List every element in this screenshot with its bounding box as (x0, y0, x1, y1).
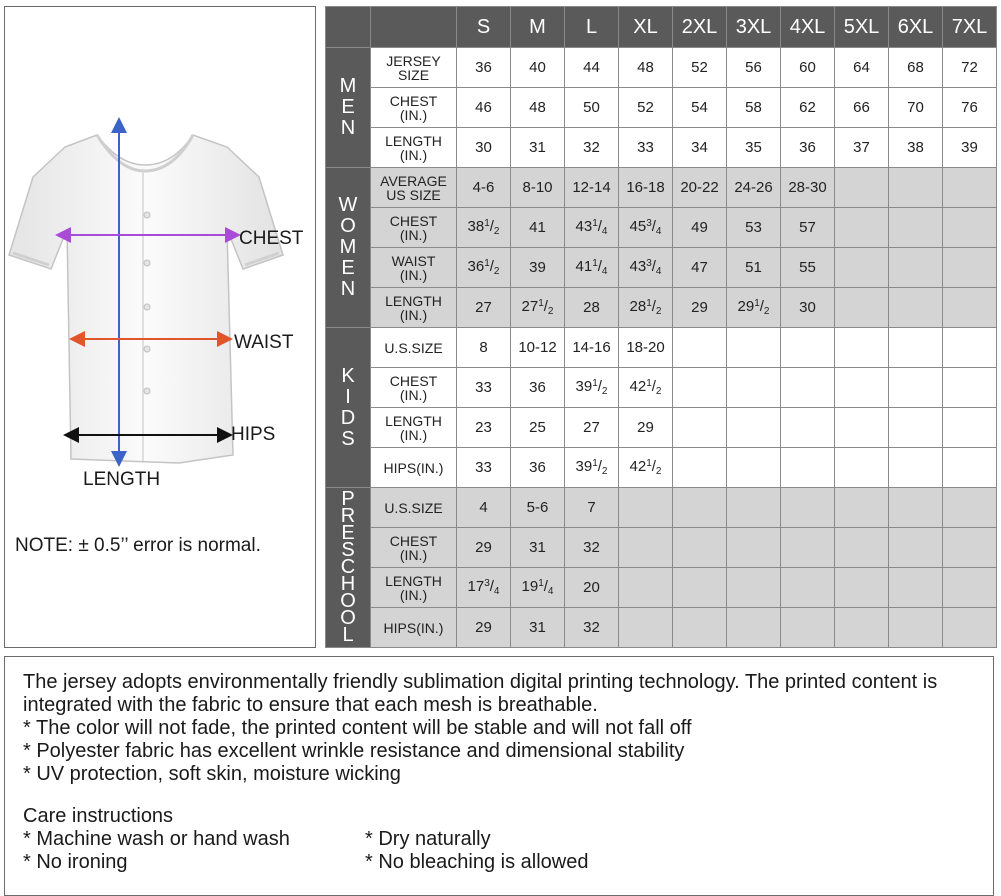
size-cell (835, 328, 889, 368)
row-label (371, 208, 457, 248)
size-cell: $39^1/_2$ (565, 368, 619, 408)
row-label-line: (IN.) (399, 586, 428, 603)
size-cell: 76 (943, 88, 997, 128)
feature-item: * UV protection, soft skin, moisture wicking (23, 763, 401, 785)
size-cell: $19^1/_4$ (511, 568, 565, 608)
group-letter: S (341, 427, 355, 450)
group-label-kids (326, 328, 371, 488)
row-label-line: (IN.) (399, 146, 428, 163)
group-letter: I (345, 385, 351, 408)
size-cell (943, 408, 997, 448)
size-cell: 49 (673, 208, 727, 248)
row-label-line: CHEST (389, 212, 438, 229)
group-letter: C (340, 556, 356, 578)
feature-item: * Polyester fabric has excellent wrinkle resistance and dimensional stability (23, 740, 685, 762)
size-cell: 30 (781, 288, 835, 328)
size-cell: 10-12 (511, 328, 565, 368)
group-label-women (326, 168, 371, 328)
table-row (326, 88, 997, 128)
size-cell: 36 (457, 48, 511, 88)
group-letter: L (342, 624, 354, 646)
size-cell (889, 168, 943, 208)
size-cell (835, 408, 889, 448)
group-letter: O (340, 607, 356, 629)
size-header-7xl: 7XL (943, 7, 997, 48)
size-cell: 50 (565, 88, 619, 128)
size-cell: 20-22 (673, 168, 727, 208)
table-row (326, 608, 997, 648)
size-cell: 8 (457, 328, 511, 368)
size-cell (835, 488, 889, 528)
size-header-m: M (511, 7, 565, 48)
size-cell (889, 288, 943, 328)
size-cell: 48 (619, 48, 673, 88)
size-cell (727, 528, 781, 568)
size-cell: 36 (781, 128, 835, 168)
size-cell: 70 (889, 88, 943, 128)
size-cell (889, 208, 943, 248)
size-cell (781, 448, 835, 488)
size-cell (943, 288, 997, 328)
product-description (4, 656, 994, 896)
size-cell (889, 368, 943, 408)
group-letter: N (340, 278, 356, 300)
size-cell: 38 (889, 128, 943, 168)
size-cell (673, 448, 727, 488)
size-cell: 4-6 (457, 168, 511, 208)
row-label-line: (IN.) (399, 426, 428, 443)
jersey-diagram-panel (4, 6, 316, 648)
row-label (371, 408, 457, 448)
size-cell: $42^1/_2$ (619, 368, 673, 408)
size-cell: 24-26 (727, 168, 781, 208)
size-cell (835, 208, 889, 248)
size-cell (727, 368, 781, 408)
care-item: * Machine wash or hand wash (23, 828, 290, 850)
row-label (371, 288, 457, 328)
row-label-line: SIZE (397, 66, 430, 83)
description-intro: The jersey adopts environmentally friendly sublimation digital printing technology. The printed content is integrated with the fabric to ensure that each mesh is breathable. (23, 671, 938, 716)
care-item: * No ironing (23, 851, 128, 873)
size-cell: 25 (511, 408, 565, 448)
row-label (371, 568, 457, 608)
size-chart-table (325, 6, 997, 648)
size-header-5xl: 5XL (835, 7, 889, 48)
care-title: Care instructions (23, 805, 174, 827)
size-cell (619, 608, 673, 648)
size-cell (673, 528, 727, 568)
size-cell (781, 488, 835, 528)
size-cell: 37 (835, 128, 889, 168)
group-letter: E (341, 257, 355, 279)
row-label-line: CHEST (389, 372, 438, 389)
size-cell (889, 568, 943, 608)
table-row (326, 368, 997, 408)
row-label-line: (IN.) (399, 386, 428, 403)
size-cell: $29^1/_2$ (727, 288, 781, 328)
size-cell (835, 368, 889, 408)
size-header-4xl: 4XL (781, 7, 835, 48)
table-row (326, 328, 997, 368)
size-cell: 66 (835, 88, 889, 128)
row-label (371, 128, 457, 168)
size-cell (943, 488, 997, 528)
table-row (326, 168, 997, 208)
group-letter: N (340, 117, 356, 139)
size-cell: 31 (511, 128, 565, 168)
size-cell (619, 568, 673, 608)
size-cell: $39^1/_2$ (565, 448, 619, 488)
group-letter: K (341, 364, 355, 387)
table-row (326, 408, 997, 448)
care-instructions (23, 805, 665, 874)
size-header-row (326, 7, 997, 48)
row-label (371, 488, 457, 528)
chest-label: CHEST (239, 228, 304, 249)
size-cell: 47 (673, 248, 727, 288)
size-cell: 16-18 (619, 168, 673, 208)
size-cell (727, 328, 781, 368)
size-cell (673, 368, 727, 408)
waist-label: WAIST (234, 332, 294, 353)
group-letter: E (341, 96, 355, 118)
size-cell (943, 328, 997, 368)
group-letter: E (341, 522, 355, 544)
table-row (326, 488, 997, 528)
jersey-illustration (5, 7, 317, 527)
table-row (326, 528, 997, 568)
size-cell (727, 608, 781, 648)
size-header-l: L (565, 7, 619, 48)
size-cell: $41^1/_4$ (565, 248, 619, 288)
size-cell: 30 (457, 128, 511, 168)
row-label-line: U.S.SIZE (384, 499, 443, 516)
size-cell: 36 (511, 448, 565, 488)
size-cell: 18-20 (619, 328, 673, 368)
header-corner (326, 7, 371, 48)
size-cell: 29 (457, 608, 511, 648)
group-letter: P (341, 488, 355, 510)
row-label (371, 448, 457, 488)
group-letter: M (339, 75, 357, 97)
row-label (371, 528, 457, 568)
table-row (326, 448, 997, 488)
size-cell: 14-16 (565, 328, 619, 368)
size-cell: 51 (727, 248, 781, 288)
size-cell: 55 (781, 248, 835, 288)
group-letter: R (340, 505, 356, 527)
size-cell (781, 568, 835, 608)
size-cell (835, 168, 889, 208)
table-row (326, 568, 997, 608)
size-cell: 40 (511, 48, 565, 88)
size-cell: $45^3/_4$ (619, 208, 673, 248)
size-header-2xl: 2XL (673, 7, 727, 48)
table-row (326, 128, 997, 168)
size-cell (889, 448, 943, 488)
size-cell: 28 (565, 288, 619, 328)
row-label (371, 608, 457, 648)
group-letter: D (340, 406, 356, 429)
size-cell: 62 (781, 88, 835, 128)
size-cell (889, 528, 943, 568)
row-label-line: LENGTH (385, 292, 442, 309)
size-cell: 52 (673, 48, 727, 88)
size-cell: 29 (673, 288, 727, 328)
size-cell: 29 (619, 408, 673, 448)
size-cell: 27 (457, 288, 511, 328)
size-cell (619, 488, 673, 528)
size-cell (673, 408, 727, 448)
size-cell (889, 408, 943, 448)
size-cell: 54 (673, 88, 727, 128)
care-item: * Dry naturally (365, 828, 491, 850)
row-label-line: JERSEY (386, 52, 441, 69)
size-header-6xl: 6XL (889, 7, 943, 48)
size-cell: $36^1/_2$ (457, 248, 511, 288)
row-label-line: (IN.) (399, 306, 428, 323)
size-cell (835, 288, 889, 328)
size-cell (835, 528, 889, 568)
size-cell: 12-14 (565, 168, 619, 208)
size-cell (781, 408, 835, 448)
size-cell: 52 (619, 88, 673, 128)
row-label-line: LENGTH (385, 412, 442, 429)
group-letter: O (340, 590, 356, 612)
row-label (371, 168, 457, 208)
size-cell: $42^1/_2$ (619, 448, 673, 488)
size-cell: $28^1/_2$ (619, 288, 673, 328)
size-cell (673, 568, 727, 608)
size-table-body (326, 48, 997, 648)
group-label-preschool (326, 488, 371, 648)
row-label-line: HIPS(IN.) (383, 619, 444, 636)
size-cell: 20 (565, 568, 619, 608)
size-cell: 32 (565, 128, 619, 168)
size-cell: 23 (457, 408, 511, 448)
row-label-line: U.S.SIZE (384, 339, 443, 356)
size-cell: 31 (511, 608, 565, 648)
size-cell (943, 368, 997, 408)
row-label-line: LENGTH (385, 572, 442, 589)
size-cell: 32 (565, 528, 619, 568)
care-item: * No bleaching is allowed (365, 851, 589, 873)
size-cell: 31 (511, 528, 565, 568)
table-row (326, 208, 997, 248)
size-cell (889, 488, 943, 528)
header-corner (371, 7, 457, 48)
row-label-line: (IN.) (399, 546, 428, 563)
size-cell: 56 (727, 48, 781, 88)
size-cell: 33 (457, 368, 511, 408)
group-letter: H (340, 573, 356, 595)
size-cell: 57 (781, 208, 835, 248)
size-cell: 33 (619, 128, 673, 168)
size-cell (943, 448, 997, 488)
size-cell: 39 (943, 128, 997, 168)
size-cell (781, 328, 835, 368)
size-cell (673, 608, 727, 648)
jersey-shape (9, 135, 283, 463)
size-cell (943, 568, 997, 608)
row-label-line: HIPS(IN.) (383, 459, 444, 476)
size-cell: 58 (727, 88, 781, 128)
size-cell (781, 368, 835, 408)
size-cell (943, 168, 997, 208)
size-cell (619, 528, 673, 568)
group-letter: W (338, 194, 358, 216)
size-cell: 39 (511, 248, 565, 288)
row-label-line: LENGTH (385, 132, 442, 149)
size-cell (889, 328, 943, 368)
size-cell: 60 (781, 48, 835, 88)
size-cell (943, 528, 997, 568)
size-cell: 34 (673, 128, 727, 168)
size-cell: 7 (565, 488, 619, 528)
size-cell: 36 (511, 368, 565, 408)
size-cell (673, 328, 727, 368)
size-cell: 32 (565, 608, 619, 648)
size-cell (835, 568, 889, 608)
size-cell (673, 488, 727, 528)
row-label (371, 88, 457, 128)
size-cell: $43^1/_4$ (565, 208, 619, 248)
size-cell: 33 (457, 448, 511, 488)
row-label (371, 328, 457, 368)
group-letter: M (339, 236, 357, 258)
table-row (326, 48, 997, 88)
size-cell: 53 (727, 208, 781, 248)
group-label-men (326, 48, 371, 168)
size-cell (835, 608, 889, 648)
size-cell (727, 448, 781, 488)
row-label (371, 368, 457, 408)
group-letter: S (341, 539, 355, 561)
row-label (371, 248, 457, 288)
size-cell: 8-10 (511, 168, 565, 208)
size-cell (943, 608, 997, 648)
size-cell: 29 (457, 528, 511, 568)
size-header-3xl: 3XL (727, 7, 781, 48)
row-label-line: (IN.) (399, 266, 428, 283)
feature-item: * The color will not fade, the printed content will be stable and will not fall off (23, 717, 692, 739)
row-label-line: US SIZE (386, 186, 441, 203)
size-cell: $38^1/_2$ (457, 208, 511, 248)
error-note: NOTE: ± 0.5’’ error is normal. (15, 535, 261, 556)
size-cell (727, 488, 781, 528)
size-cell (835, 448, 889, 488)
size-cell: 28-30 (781, 168, 835, 208)
size-header-xl: XL (619, 7, 673, 48)
size-cell (781, 608, 835, 648)
size-cell: $27^1/_2$ (511, 288, 565, 328)
size-cell: 64 (835, 48, 889, 88)
size-cell (943, 208, 997, 248)
size-cell: 68 (889, 48, 943, 88)
size-cell: 35 (727, 128, 781, 168)
size-cell (727, 408, 781, 448)
size-cell: 5-6 (511, 488, 565, 528)
hips-label: HIPS (231, 424, 276, 445)
row-label-line: (IN.) (399, 106, 428, 123)
row-label-line: CHEST (389, 532, 438, 549)
row-label-line: AVERAGE (380, 172, 447, 189)
size-cell: 27 (565, 408, 619, 448)
size-cell: 72 (943, 48, 997, 88)
size-cell (727, 568, 781, 608)
row-label-line: CHEST (389, 92, 438, 109)
table-row (326, 288, 997, 328)
size-cell: 41 (511, 208, 565, 248)
table-row (326, 248, 997, 288)
size-cell (889, 248, 943, 288)
size-cell: $43^3/_4$ (619, 248, 673, 288)
size-cell (781, 528, 835, 568)
length-label: LENGTH (83, 469, 161, 490)
row-label (371, 48, 457, 88)
row-label-line: WAIST (391, 252, 436, 269)
size-cell (835, 248, 889, 288)
size-cell: 4 (457, 488, 511, 528)
size-cell (943, 248, 997, 288)
group-letter: O (340, 215, 356, 237)
size-cell: 46 (457, 88, 511, 128)
row-label-line: (IN.) (399, 226, 428, 243)
size-header-s: S (457, 7, 511, 48)
size-cell (889, 608, 943, 648)
size-cell: $17^3/_4$ (457, 568, 511, 608)
size-cell: 48 (511, 88, 565, 128)
size-cell: 44 (565, 48, 619, 88)
